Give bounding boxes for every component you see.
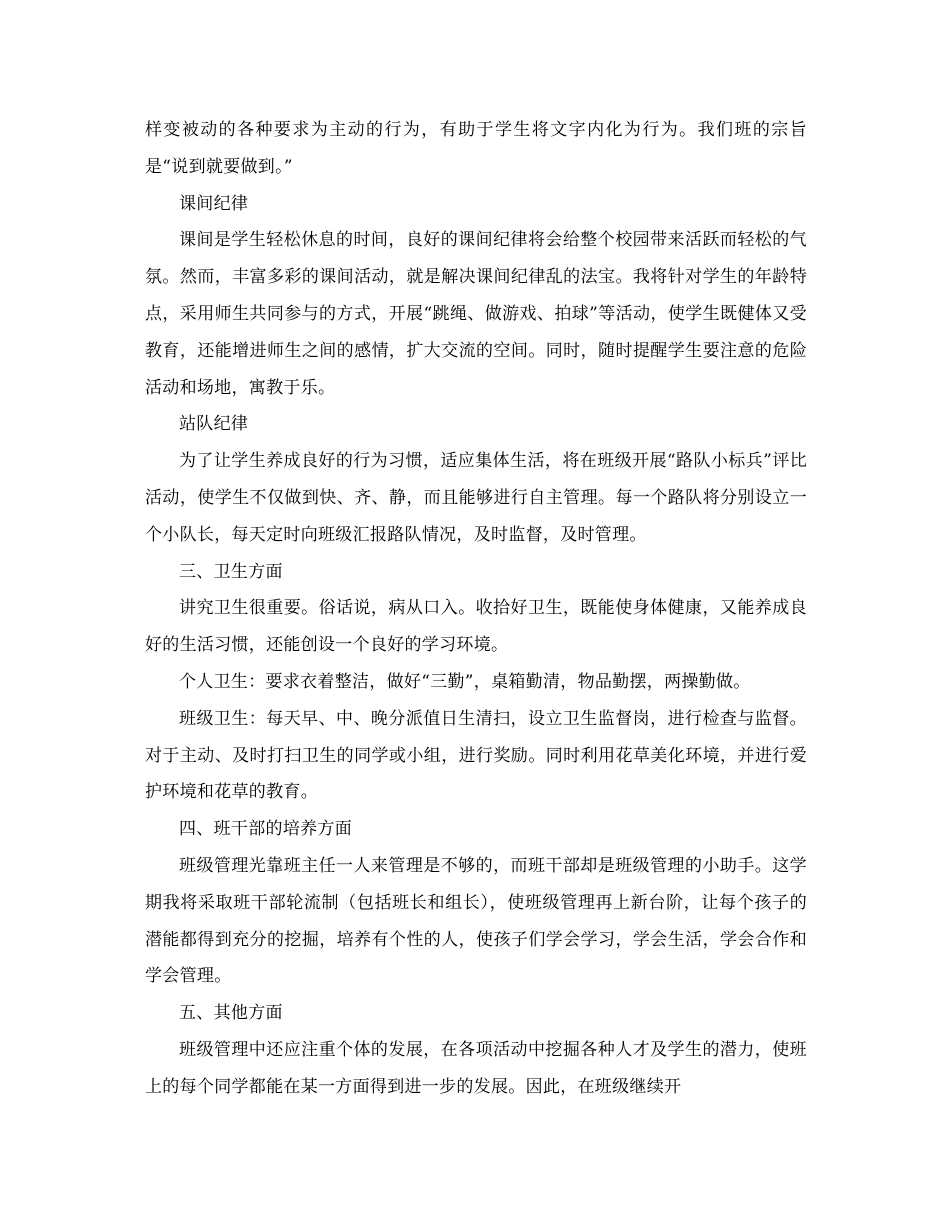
subheading-break-discipline: 课间纪律	[179, 193, 249, 214]
paragraph-class-hygiene: 班级卫生：每天早、中、晚分派值日生清扫，设立卫生监督岗，进行检查与监督。对于主动、及时打扫卫生的同学或小组，进行奖励。同时利用花草美化环境，并进行爱护环境和花草的教育。	[145, 708, 807, 803]
paragraph-class-cadres: 班级管理光靠班主任一人来管理是不够的，而班干部却是班级管理的小助手。这学期我将采取班干部轮流制（包括班长和组长），使班级管理再上新台阶，让每个孩子的潜能都得到充分的挖掘，培养有个性的人，使孩子们学会学习，学会生活，学会合作和学会管理。	[145, 855, 807, 987]
paragraph-break-discipline: 课间是学生轻松休息的时间，良好的课间纪律将会给整个校园带来活跃而轻松的气氛。然而，丰富多彩的课间活动，就是解决课间纪律乱的法宝。我将针对学生的年龄特点，采用师生共同参与的方式，开展“跳绳、做游戏、拍球”等活动，使学生既健体又受教育，还能增进师生之间的感情，扩大交流的空间。同时，随时提醒学生要注意的危险活动和场地，寓教于乐。	[145, 230, 807, 398]
paragraph-lineup-discipline: 为了让学生养成良好的行为习惯，适应集体生活，将在班级开展“路队小标兵”评比活动，使学生不仅做到快、齐、静，而且能够进行自主管理。每一个路队将分别设立一个小队长，每天定时向班级汇报路队情况，及时监督，及时管理。	[145, 451, 807, 545]
section-heading-other: 五、其他方面	[179, 1003, 283, 1024]
paragraph-hygiene-intro: 讲究卫生很重要。俗话说，病从口入。收拾好卫生，既能使身体健康，又能养成良好的生活习惯，还能创设一个良好的学习环境。	[145, 598, 807, 656]
section-heading-hygiene: 三、卫生方面	[179, 561, 283, 582]
document-body	[145, 112, 807, 1106]
paragraph-continuation: 样变被动的各种要求为主动的行为，有助于学生将文字内化为行为。我们班的宗旨是“说到就要做到。”	[145, 120, 807, 177]
paragraph-personal-hygiene: 个人卫生：要求衣着整洁，做好“三勤”，桌箱勤清，物品勤摆，两操勤做。	[179, 671, 751, 692]
subheading-lineup-discipline: 站队纪律	[179, 414, 249, 435]
paragraph-other: 班级管理中还应注重个体的发展，在各项活动中挖掘各种人才及学生的潜力，使班上的每个同学都能在某一方面得到进一步的发展。因此，在班级继续开	[145, 1039, 807, 1097]
section-heading-class-cadres: 四、班干部的培养方面	[179, 819, 352, 840]
